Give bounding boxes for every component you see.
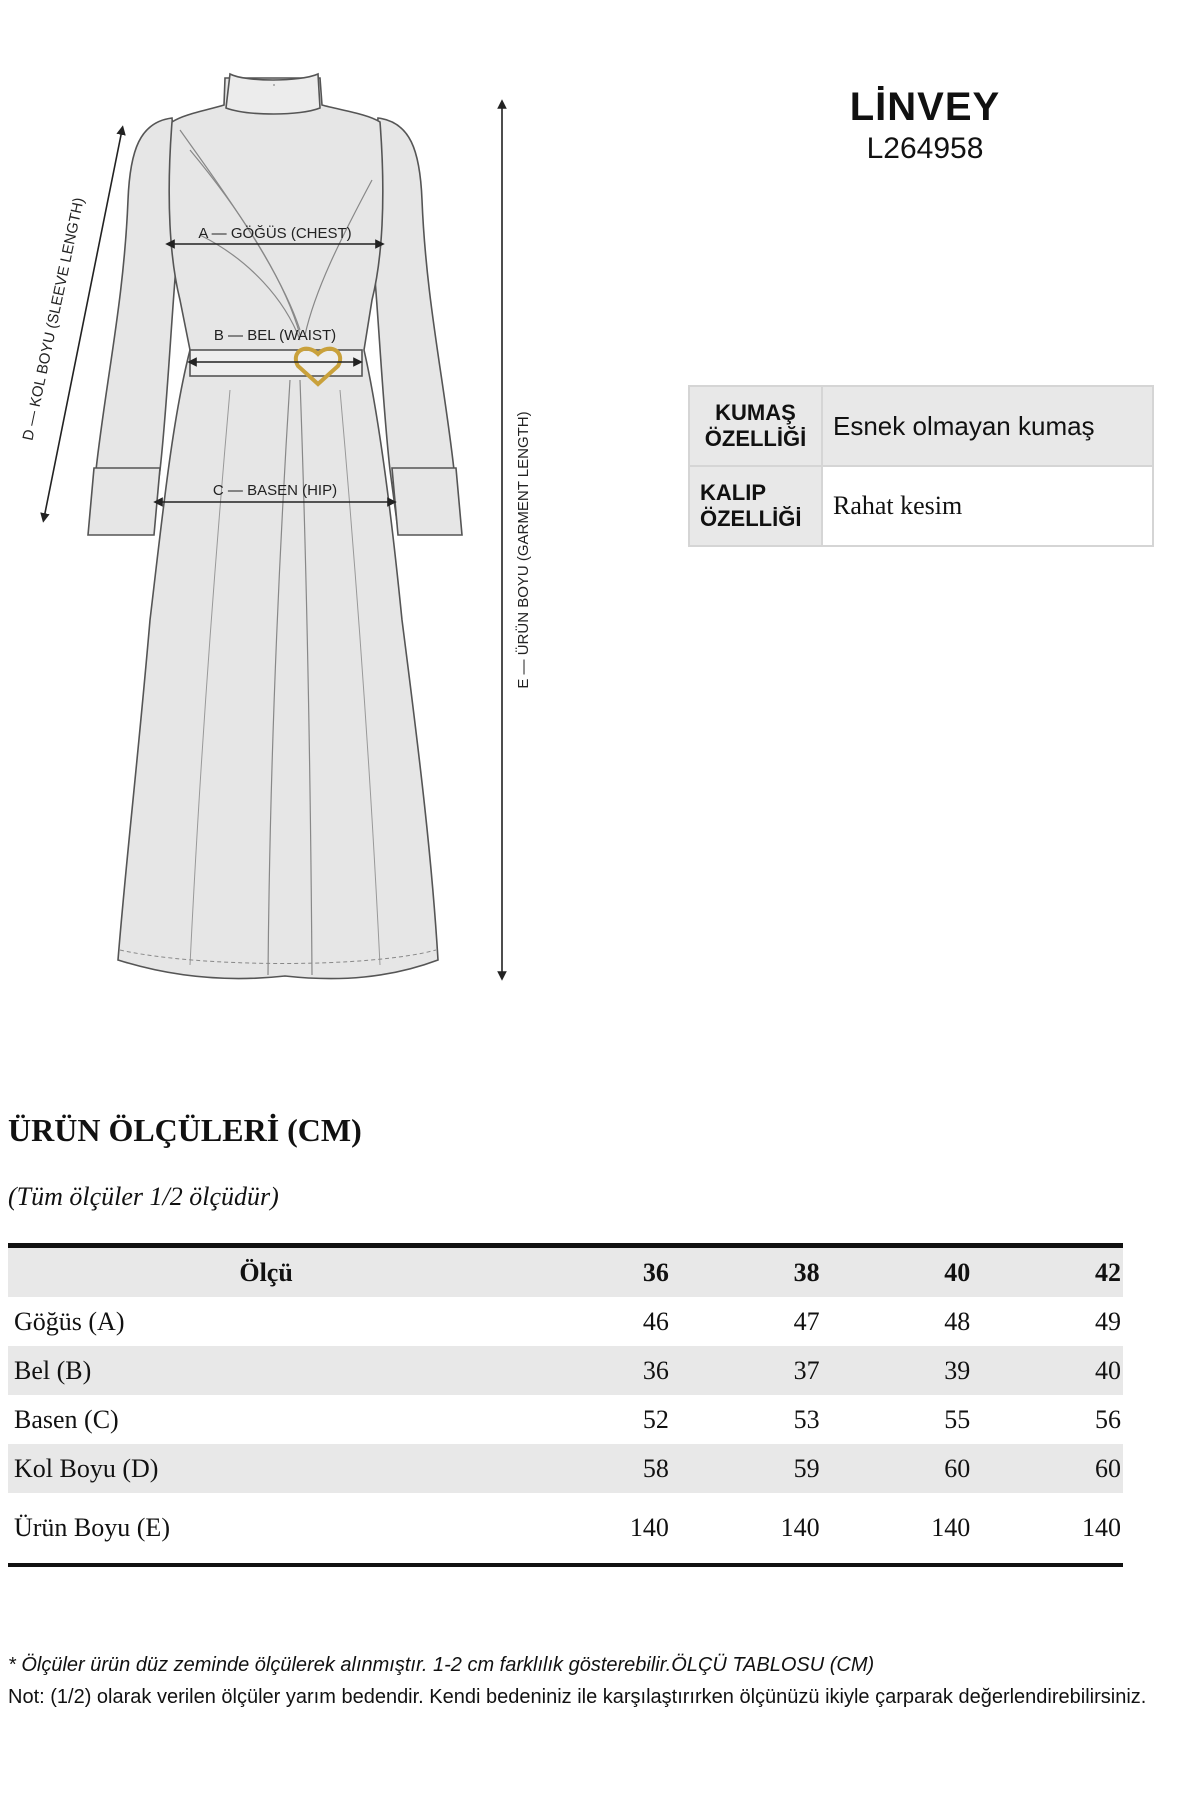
size-header-row	[8, 1246, 1123, 1298]
footnote-half-size: Not: (1/2) olarak verilen ölçüler yarım bedendir. Kendi bedeniniz ile karşılaştırırken ölçünüzü ikiyle çarparak değerlendirebilirsiniz.	[8, 1686, 1147, 1708]
cell-value: 47	[793, 1306, 820, 1336]
row-label: Ürün Boyu (E)	[14, 1513, 170, 1542]
label-hip: C — BASEN (HIP)	[212, 482, 338, 499]
brand-block	[700, 85, 1150, 166]
label-chest: A — GÖĞÜS (CHEST)	[198, 225, 352, 242]
cell-value: 140	[931, 1513, 971, 1542]
cell-value: 49	[1095, 1306, 1121, 1336]
size-table	[8, 1243, 1123, 1567]
left-cuff	[88, 468, 160, 535]
size-header: 38	[671, 1246, 822, 1298]
size-header: 36	[520, 1246, 671, 1298]
measurements-title: ÜRÜN ÖLÇÜLERİ (CM)	[8, 1112, 362, 1148]
cell-value: 140	[1082, 1513, 1121, 1542]
belt	[190, 350, 362, 376]
property-row	[689, 386, 1153, 466]
cell-value: 48	[944, 1306, 971, 1336]
row-label: Göğüs (A)	[14, 1306, 125, 1336]
cell-value: 60	[972, 1444, 1123, 1493]
label-sleeve: D — KOL BOYU (SLEEVE LENGTH)	[19, 196, 88, 443]
brand-name: LİNVEY	[849, 85, 1001, 129]
collar	[226, 74, 320, 114]
cell-value: 140	[629, 1513, 669, 1542]
property-row	[689, 466, 1153, 546]
table-row	[8, 1444, 1123, 1493]
product-code: L264958	[866, 132, 984, 165]
cell-value: 39	[822, 1346, 973, 1395]
cell-value: 140	[780, 1513, 820, 1542]
cell-value: 46	[642, 1306, 669, 1336]
right-cuff	[392, 468, 462, 535]
row-label: Basen (C)	[14, 1404, 119, 1434]
row-label: Kol Boyu (D)	[8, 1444, 520, 1493]
property-value: Rahat kesim	[822, 466, 1153, 546]
table-row	[8, 1493, 1123, 1565]
row-label: Bel (B)	[8, 1346, 520, 1395]
cell-value: 53	[793, 1404, 820, 1434]
property-key: KUMAŞ ÖZELLİĞİ	[689, 386, 822, 466]
cell-value: 56	[1095, 1404, 1121, 1434]
property-key: KALIP ÖZELLİĞİ	[689, 466, 822, 546]
properties-table	[688, 385, 1154, 547]
size-header: 42	[972, 1246, 1123, 1298]
property-value: Esnek olmayan kumaş	[822, 386, 1153, 466]
cell-value: 36	[520, 1346, 671, 1395]
measurements-subtitle: (Tüm ölçüler 1/2 ölçüdür)	[8, 1182, 279, 1211]
table-row	[8, 1346, 1123, 1395]
table-row	[8, 1297, 1123, 1346]
cell-value: 60	[822, 1444, 973, 1493]
cell-value: 55	[944, 1404, 971, 1434]
cell-value: 58	[520, 1444, 671, 1493]
label-waist: B — BEL (WAIST)	[213, 327, 337, 344]
size-header-label: Ölçü	[8, 1246, 520, 1298]
label-garment-length: E — ÜRÜN BOYU (GARMENT LENGTH)	[515, 411, 532, 689]
footnote-measurement: * Ölçüler ürün düz zeminde ölçülerek alınmıştır. 1-2 cm farklılık gösterebilir.ÖLÇÜ TABLOSU (CM)	[8, 1654, 875, 1676]
cell-value: 59	[671, 1444, 822, 1493]
size-header: 40	[822, 1246, 973, 1298]
cell-value: 52	[642, 1404, 669, 1434]
cell-value: 37	[671, 1346, 822, 1395]
table-row	[8, 1395, 1123, 1444]
cell-value: 40	[972, 1346, 1123, 1395]
dress-sketch	[0, 0, 600, 1010]
